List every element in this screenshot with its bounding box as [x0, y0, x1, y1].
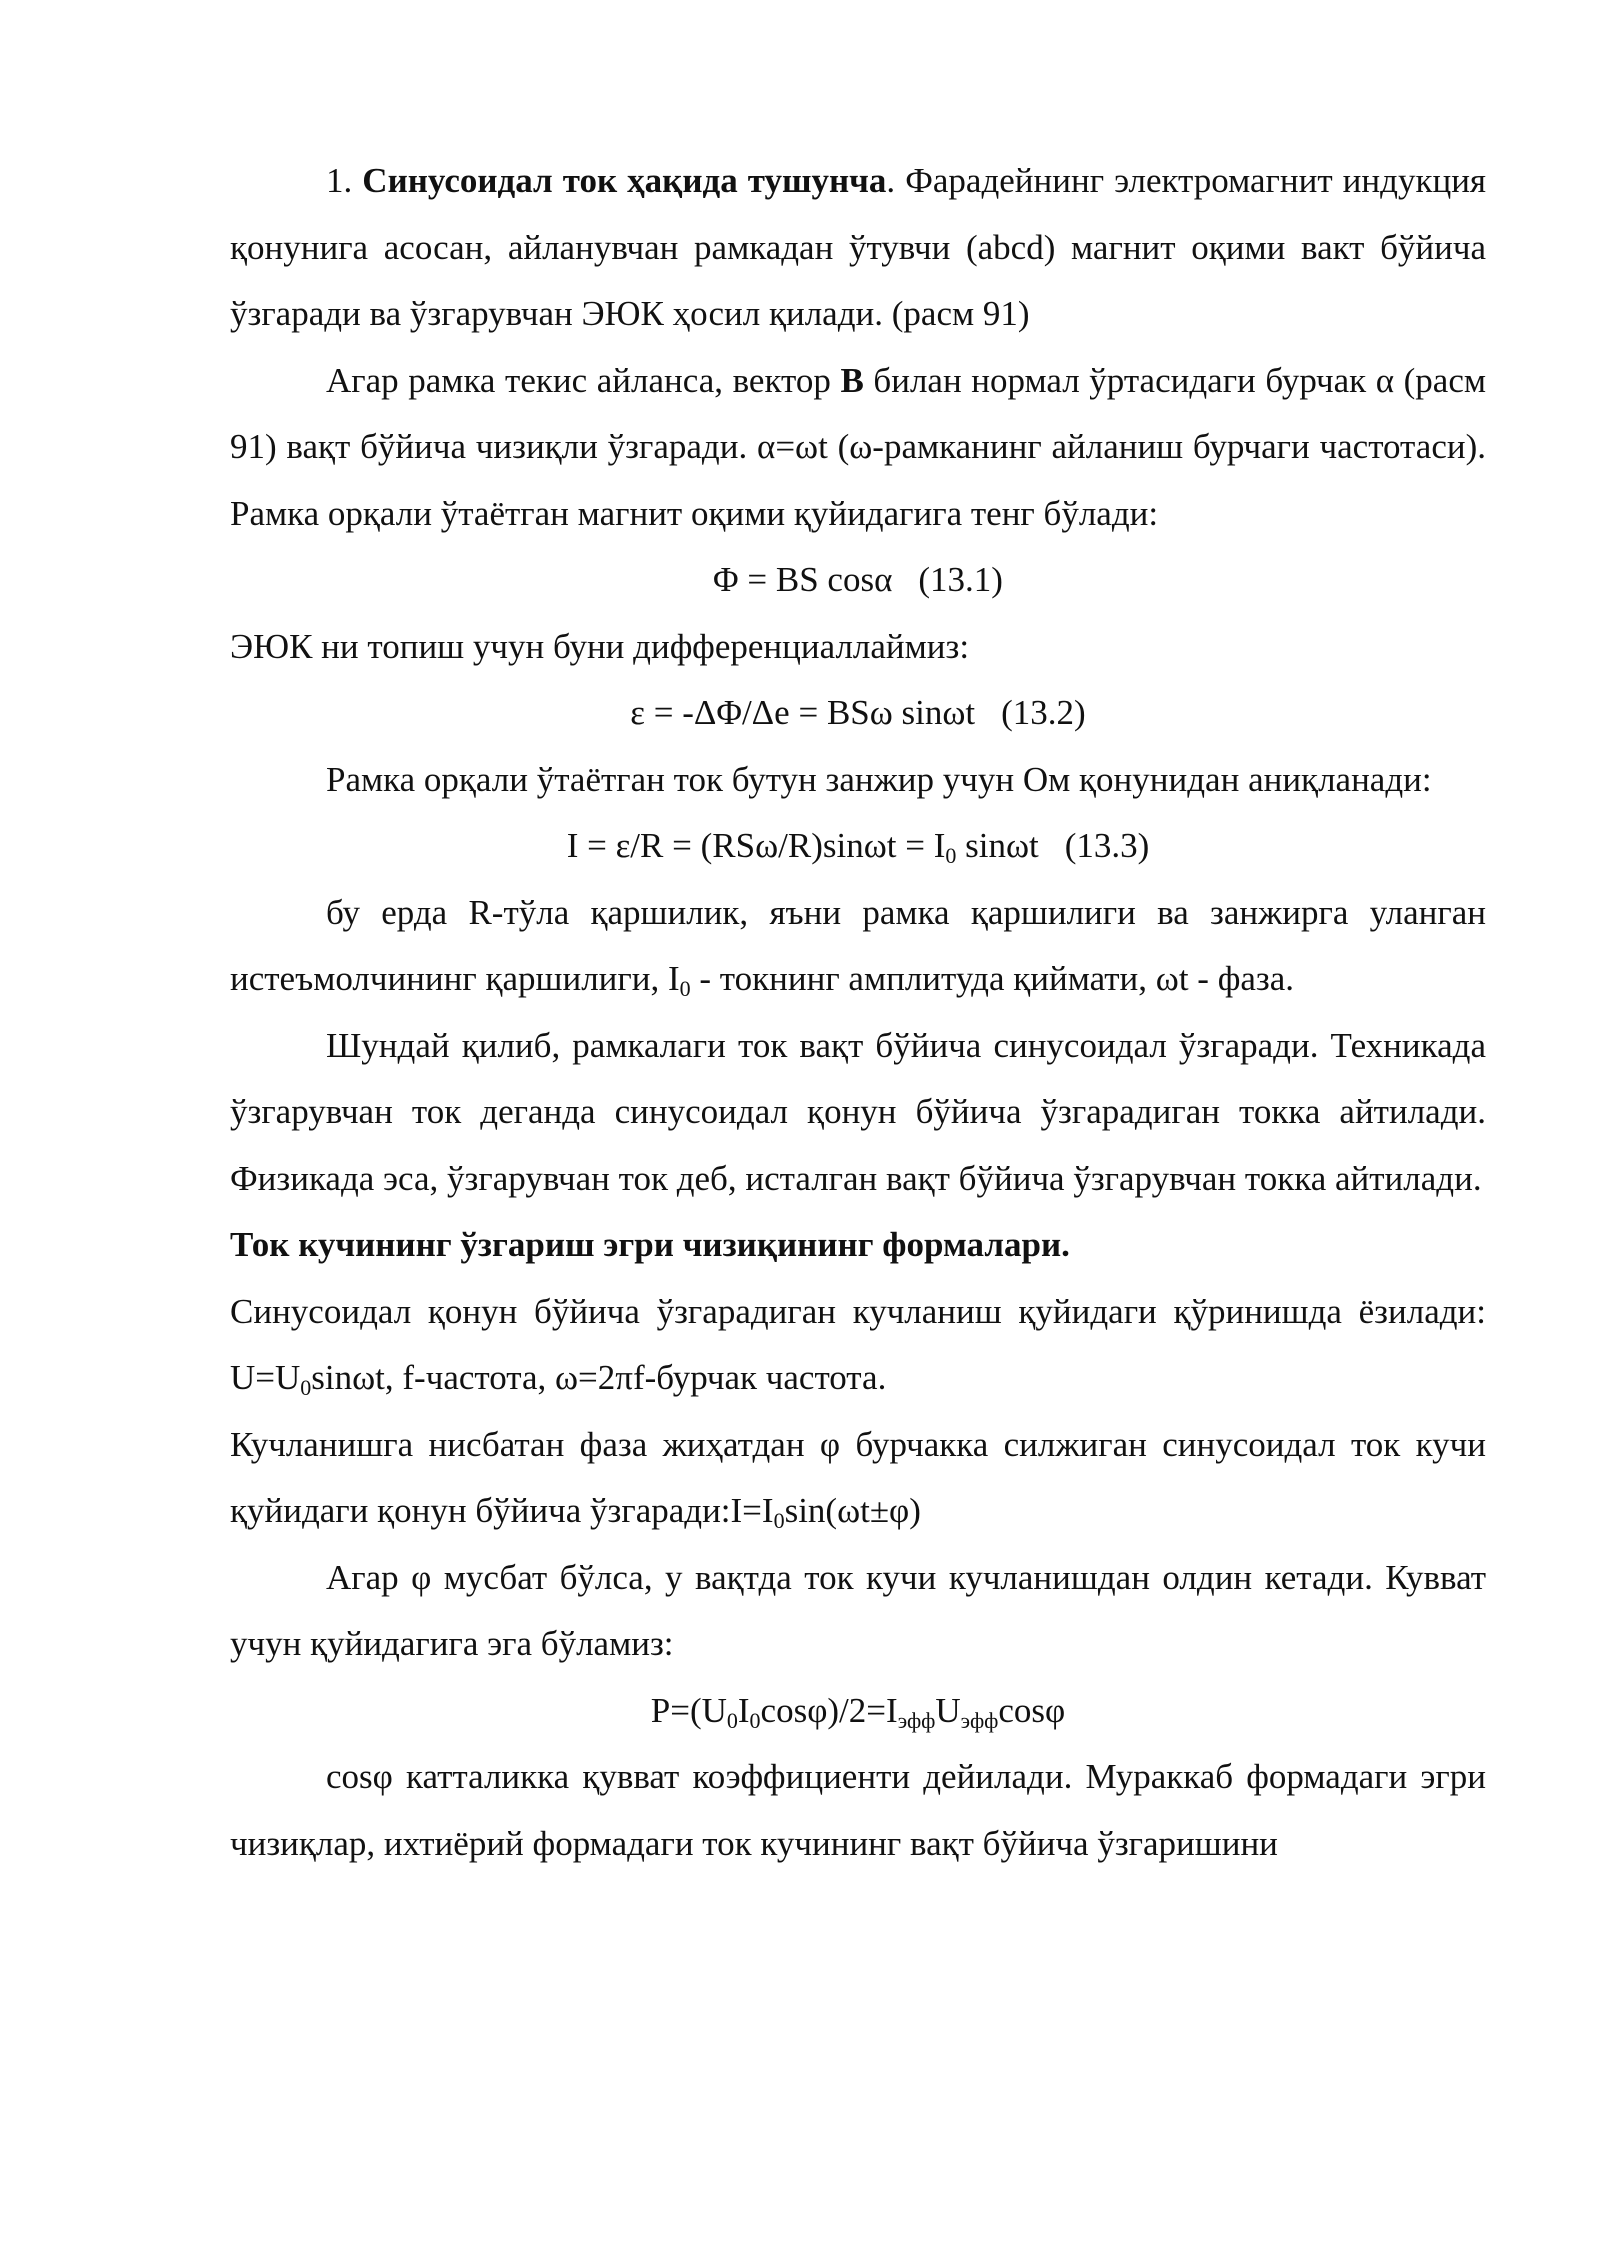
equation-part: cosφ)/2=I	[760, 1690, 898, 1730]
paragraph-voltage	[230, 1279, 1486, 1412]
equation-number: (13.3)	[1064, 826, 1150, 865]
paragraph-power-factor: cosφ катталикка қувват коэффициенти дейилади. Мураккаб формадаги эгри чизиқлар, ихтиёрий формадаги ток кучининг вақт бўйича ўзгаришини	[230, 1757, 1486, 1863]
paragraph-intro-text: Фарадейнинг электромагнит индукция қонунига асосан, айланувчан рамкадан ўтувчи (abcd) магнит оқими вакт бўйича ўзгаради ва ўзгарувчан ЭЮК ҳосил қилади. (расм 91)	[230, 161, 1487, 333]
equation-13-3	[230, 813, 1486, 880]
paragraph-sinusoidal: Шундай қилиб, рамкалаги ток вақт бўйича синусоидал ўзгаради. Техникада ўзгарувчан ток деганда синусоидал қонун бўйича ўзгарадиган токка айтилади. Физикада эса, ўзгарувчан ток деб, исталган вақт бўйича ўзгарувчан токка айтилади.	[230, 1025, 1486, 1198]
paragraph-text-end: sin(ωt±φ)	[784, 1491, 921, 1530]
equation-13-1	[230, 547, 1486, 614]
equation-part: cosφ	[998, 1690, 1066, 1730]
paragraph-text: бу ерда R-тўла қаршилик, яъни рамка қаршилиги ва занжирга уланган истеъмолчининг қаршилиги, I	[230, 892, 1486, 998]
equation-formula: ε = -ΔΦ/Δe = BSω sinωt	[630, 693, 976, 732]
vector-symbol: B	[840, 360, 864, 400]
subscript: 0	[300, 1375, 312, 1400]
paragraph-rotation-end: билан нормал ўртасидаги бурчак α (расм 91) вақт бўйича чизиқли ўзгаради. α=ωt (ω-рамканинг айланиш бурчаги частотаси). Рамка орқали ўтаётган магнит оқими қуйидагига тенг бўлади:	[230, 360, 1487, 533]
paragraph-phase-positive: Агар φ мусбат бўлса, у вақтда ток кучи кучланишдан олдин кетади. Кувват учун қуйидагига эга бўламиз:	[230, 1557, 1486, 1663]
subscript: эфф	[897, 1707, 936, 1733]
paragraph-intro	[230, 148, 1486, 348]
equation-formula: I = ε/R = (RSω/R)sinωt = I	[566, 826, 946, 865]
section-heading: Синусоидал ток ҳақида тушунча	[362, 161, 887, 200]
subscript: 0	[726, 1707, 738, 1733]
equation-formula: Φ = BS cosα	[713, 560, 893, 599]
equation-part: I	[737, 1690, 750, 1730]
equation-13-2	[230, 680, 1486, 747]
paragraph-text-end: - токнинг амплитуда қиймати, ωt - фаза.	[699, 959, 1295, 998]
subheading-curve-forms: Ток кучининг ўзгариш эгри чизиқининг формалари.	[230, 1225, 1070, 1264]
equation-part: U	[935, 1690, 961, 1730]
equation-formula-end: sinωt	[965, 826, 1039, 865]
paragraph-rotation	[230, 348, 1486, 548]
paragraph-text-end: sinωt, f-частота, ω=2πf-бурчак частота.	[311, 1358, 887, 1397]
paragraph-text: Синусоидал қонун бўйича ўзгарадиган кучланиш қуйидаги қўринишда ёзилади: U=U	[230, 1291, 1486, 1397]
subscript: 0	[773, 1508, 785, 1533]
paragraph-rotation-start: Агар рамка текис айланса, вектор	[326, 360, 831, 400]
subscript: эфф	[960, 1707, 999, 1733]
document-page	[230, 148, 1486, 1877]
equation-number: (13.1)	[918, 560, 1003, 599]
section-number: 1.	[326, 161, 353, 200]
heading-dot: .	[886, 161, 896, 200]
equation-power	[230, 1678, 1486, 1745]
equation-part: P=(U	[650, 1690, 727, 1730]
paragraph-emf: ЭЮК ни топиш учун буни дифференциаллаймиз:	[230, 626, 970, 666]
paragraph-text: Кучланишга нисбатан фаза жиҳатдан φ бурчакка силжиган синусоидал ток кучи қуйидаги қонун бўйича ўзгаради:I=I	[230, 1424, 1486, 1530]
equation-number: (13.2)	[1001, 693, 1086, 732]
paragraph-current: Рамка орқали ўтаётган ток бутун занжир учун Ом қонунидан аниқланади:	[326, 759, 1432, 799]
subscript: 0	[679, 976, 691, 1001]
paragraph-resistance	[230, 880, 1486, 1013]
subscript: 0	[749, 1707, 761, 1733]
paragraph-phase-shift	[230, 1412, 1486, 1545]
subscript: 0	[945, 843, 957, 868]
